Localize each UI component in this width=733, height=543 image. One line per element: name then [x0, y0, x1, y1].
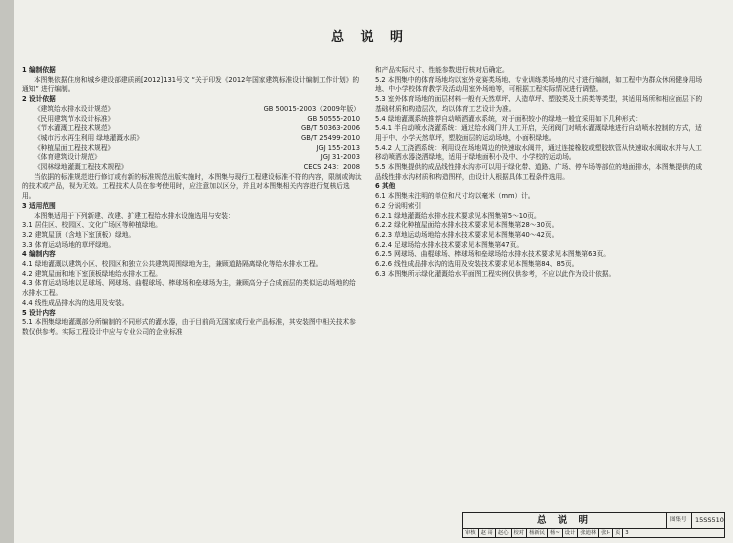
section-5-item: 5.1 本图集绿地灌溉部分所编制的不同形式的灌水器，由于目前尚无国家或行业产品标准，其安装图中相关技术参数仅供参考。实际工程设计中应与专业公司的企业标准	[22, 318, 356, 336]
standard-name: 《城市污水再生利用 绿地灌溉水质》	[34, 133, 144, 142]
page-number: 3	[625, 530, 629, 536]
title-block-top	[463, 513, 724, 529]
standard-code: GB/T 50363-2006	[301, 124, 360, 133]
standard-code: GB/T 25499-2010	[301, 133, 360, 142]
standard-item	[22, 163, 362, 173]
paragraph: 5.4.2 人工浇洒系统：利用设在场地周边的快速取水阀井，通过连接橡胶或塑胶软管从快速取水阀取水并与人工移动喷洒水器浇洒绿地，适用于绿地面积小及中、小学校的运动场。	[375, 143, 702, 162]
standard-name: 《体育建筑设计规范》	[34, 153, 101, 162]
title-block-name: 总 说 明	[463, 513, 667, 528]
section-6-item: 6.2 分说明索引	[375, 201, 422, 210]
page-label: 页	[613, 528, 623, 538]
section-6-item: 6.2.1 绿地灌溉给水排水技术要求见本图集第5～10页。	[375, 211, 541, 220]
section-6-item: 6.1 本图集未注明的单位和尺寸均以毫米（mm）计。	[375, 192, 535, 201]
standard-code: GB 50555-2010	[307, 114, 360, 123]
sig-cell: 赵心	[496, 528, 512, 538]
section-4-item: 4.1 绿地灌溉以建筑小区、校园区和独立公共建筑周围绿地为主，兼顾道路隔离绿化等给水排水工程。	[22, 260, 323, 269]
paragraph: 5.4 绿地灌溉系统推荐自动喷洒灌水系统，对于面积较小的绿地一般宜采用如下几种形式：	[375, 114, 642, 123]
standard-name: 《种植屋面工程技术规程》	[34, 143, 115, 152]
sig-cell: 张l-	[599, 528, 613, 538]
atlas-number: 15SS510	[695, 516, 724, 524]
section-6-item: 6.2.3 草地运动场地给水排水技术要求见本图集第40～42页。	[375, 230, 559, 239]
atlas-label: 图集号	[670, 517, 687, 523]
standard-item	[22, 105, 362, 115]
standard-name: 《民用建筑节水设计标准》	[34, 114, 115, 123]
section-5-title: 5 设计内容	[22, 308, 56, 317]
section-3-item: 3.1 居住区、校园区、文化广场区等种植绿地。	[22, 221, 162, 230]
sig-cell: 校对	[512, 528, 528, 538]
standard-item	[22, 115, 362, 125]
section-2-title: 2 设计依据	[22, 95, 56, 104]
section-1-title: 1 编制依据	[22, 66, 56, 74]
scan-shadow	[0, 0, 14, 543]
sig-cell: 设计	[563, 528, 579, 538]
standard-item	[22, 124, 362, 134]
standard-item	[22, 153, 362, 163]
section-6-item: 6.2.5 网球场、曲棍球场、棒球场和垒球场给水排水技术要求见本图集第63页。	[375, 250, 610, 259]
section-4-item: 4.3 体育运动场地以足球场、网球场、曲棍球场、棒球场和垒球场为主，兼顾高分子合成面层的类似运动场地的给水排水工程。	[22, 279, 356, 298]
standards-list	[22, 105, 362, 173]
page-title: 总 说 明	[330, 30, 410, 45]
section-3-item: 3.3 体育运动场地的草坪绿地。	[22, 240, 116, 249]
standard-code: JGJ 31-2003	[320, 153, 360, 162]
standard-code: JGJ 155-2013	[316, 143, 360, 152]
section-6-title: 6 其他	[375, 182, 396, 191]
paragraph: 5.2 本图集中的体育场地均以室外竞赛类场地、专业训练类场地的尺寸进行编制，如工程中为群众休闲健身用场地、中小学校体育教学及活动用室外场地等，可根据工程实际情况进行调整。	[375, 75, 703, 94]
section-4-title: 4 编制内容	[22, 250, 56, 259]
paragraph: 和产品实际尺寸、性能参数进行核对后确定。	[375, 66, 509, 74]
standard-name: 《建筑给水排水设计规范》	[34, 104, 115, 113]
paragraph: 5.4.1 半自动喷水浇灌系统：通过给水阀门井人工开启，关闭阀门对喷水灌溉绿地进行自动喷水控制的方式，适用于中、小学天然草坪，塑胶面层的运动场地，小面积绿地。	[375, 124, 702, 142]
standard-code: CECS 243：2008	[303, 163, 360, 172]
right-column	[375, 66, 705, 279]
section-3-title: 3 适用范围	[22, 201, 56, 210]
signature-row	[463, 528, 724, 538]
standard-item	[22, 144, 362, 154]
standard-name: 《园林绿地灌溉工程技术规程》	[34, 163, 128, 172]
section-1-text: 本图集依据住房和城乡建设部建质函[2012]131号文 “关于印发《2012年国家建筑标准设计编制工作计划》的通知” 进行编制。	[22, 75, 360, 94]
section-6-item: 6.3 本图集所示绿化灌溉给水平面图工程实例仅供参考，不应以此作为设计依据。	[375, 269, 616, 278]
sig-cell: 赵 哥	[479, 528, 496, 538]
divider	[691, 513, 692, 528]
section-6-item: 6.2.4 足球场给水排水技术要求见本图集第47页。	[375, 240, 524, 249]
sig-cell: 审核	[463, 528, 479, 538]
left-column	[22, 66, 362, 338]
sig-cell: 张迪林	[578, 528, 599, 538]
section-4-item: 4.4 线性成品排水沟的选用及安装。	[22, 298, 129, 307]
section-3-item: 3.2 建筑屋顶（含地下室顶板）绿地。	[22, 230, 136, 239]
section-4-item: 4.2 建筑屋面和地下室顶板绿地给水排水工程。	[22, 269, 162, 278]
standard-item	[22, 134, 362, 144]
sig-cell: 杨新民	[527, 528, 548, 538]
title-block	[462, 512, 725, 538]
standard-code: GB 50015-2003（2009年版）	[263, 104, 360, 113]
standard-name: 《节水灌溉工程技术规范》	[34, 124, 115, 133]
paragraph: 5.3 室外体育场地的面层材料一般有天然草坪、人造草坪、塑胶类及土质类等类型，其适用场所和相应面层下的基础材质和构造层次，均以体育工艺设计为准。	[375, 95, 703, 113]
section-3-text: 本图集适用于下列新建、改建、扩建工程给水排水设施选用与安装：	[34, 211, 235, 220]
section-6-item: 6.2.6 线性成品排水沟的选用及安装技术要求见本图集第84、85页。	[375, 260, 579, 269]
paragraph: 5.5 本图集提供的成品线性排水沟亦可以用于绿化带、道路、广场、停车场等部位的地面排水，本图集提供的成品线性排水沟材质和构造图样，由设计人根据具体工程条件选用。	[375, 163, 703, 181]
section-6-item: 6.2.2 绿化种植屋面给水排水技术要求见本图集第28～30页。	[375, 221, 559, 230]
section-2-text: 当依据的标准规范进行修订或有新的标准规范出版实施时，本图集与现行工程建设标准不符的内容，限制或淘汰的技术或产品，视为无效。工程技术人员在参考使用时，应注意加以区分，并且对本图集相关内容进行复核后选用。	[22, 172, 362, 201]
sig-cell: 杨~	[548, 528, 563, 538]
